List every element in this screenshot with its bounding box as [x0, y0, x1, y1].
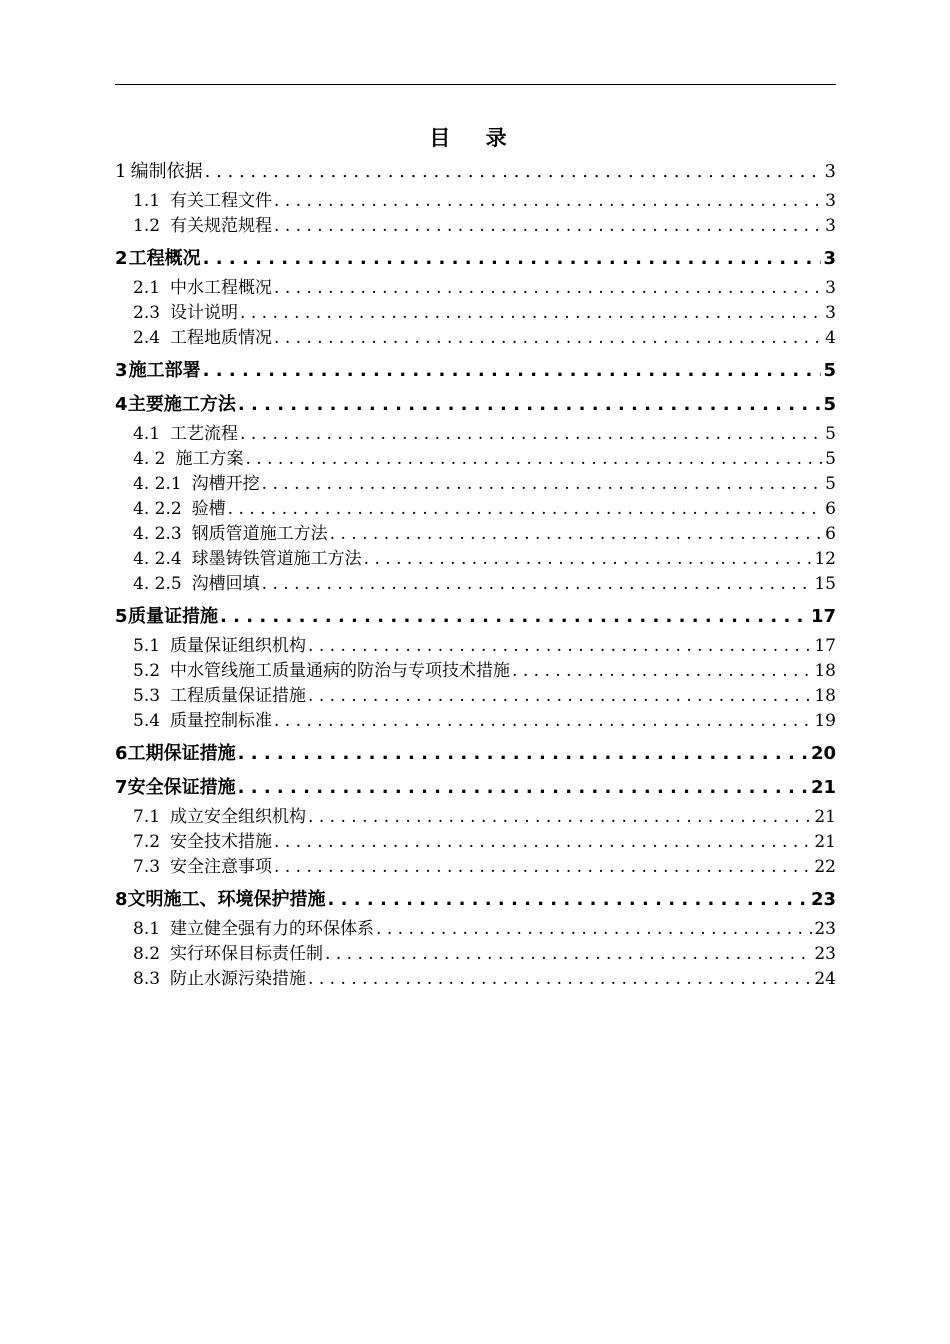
toc-entry-label: 施工方案 [175, 449, 244, 469]
toc-entry-page: 20 [810, 743, 836, 764]
toc-subsection-entry[interactable] [115, 186, 836, 211]
dot-leader [274, 857, 812, 877]
toc-entry-number: 2.3 [133, 303, 161, 323]
toc-entry-label: 有关规范规程 [170, 216, 273, 236]
toc-subsection-entry[interactable] [115, 964, 836, 989]
dot-leader [274, 711, 812, 731]
toc-entry-page: 17 [810, 606, 836, 627]
toc-entry-page: 6 [825, 499, 836, 519]
toc-entry-label: 工程质量保证措施 [170, 686, 307, 706]
toc-entry-number: 3 [115, 360, 128, 381]
toc-entry-label: 钢质管道施工方法 [191, 524, 328, 544]
toc-entry-page: 5 [825, 474, 836, 494]
toc-entry-page: 23 [814, 944, 836, 964]
toc-entry-page: 3 [824, 161, 836, 182]
toc-entry-page: 3 [825, 191, 836, 211]
toc-subsection-entry[interactable] [115, 656, 836, 681]
dot-leader [308, 807, 812, 827]
toc-entry-number: 1.2 [133, 216, 161, 236]
toc-entry-number: 5.3 [133, 686, 161, 706]
toc-entry-page: 5 [823, 360, 836, 381]
toc-entry-page: 17 [814, 636, 836, 656]
toc-entry-number: 4. 2.2 [133, 499, 182, 519]
toc-entry-label: 中水管线施工质量通病的防治与专项技术措施 [170, 661, 511, 681]
toc-entry-number: 7.2 [133, 832, 161, 852]
toc-section-entry[interactable] [115, 356, 836, 382]
toc-subsection-entry[interactable] [115, 914, 836, 939]
toc-entry-number: 4.1 [133, 424, 161, 444]
dot-leader [240, 424, 823, 444]
toc-section-entry[interactable] [115, 157, 836, 183]
toc-entry-page: 3 [825, 216, 836, 236]
dot-leader [203, 360, 822, 381]
toc-entry-label: 中水工程概况 [170, 278, 273, 298]
toc-entry-page: 18 [814, 686, 836, 706]
dot-leader [262, 474, 824, 494]
toc-entry-page: 3 [825, 278, 836, 298]
toc-entry-page: 19 [814, 711, 836, 731]
toc-subsection-entry[interactable] [115, 323, 836, 348]
toc-section-entry[interactable] [115, 602, 836, 628]
toc-entry-number: 4. 2.5 [133, 574, 182, 594]
dot-leader [325, 944, 812, 964]
dot-leader [228, 499, 824, 519]
toc-section-entry[interactable] [115, 773, 836, 799]
toc-section-entry[interactable] [115, 390, 836, 416]
toc-section-entry[interactable] [115, 885, 836, 911]
dot-leader [274, 832, 812, 852]
toc-entry-page: 4 [825, 328, 836, 348]
toc-entry-page: 15 [814, 574, 836, 594]
toc-entry-label: 成立安全组织机构 [170, 807, 307, 827]
toc-subsection-entry[interactable] [115, 939, 836, 964]
dot-leader [238, 743, 809, 764]
toc-entry-page: 24 [814, 969, 836, 989]
toc-entry-label: 编制依据 [130, 161, 203, 182]
toc-entry-label: 施工部署 [128, 360, 201, 381]
toc-entry-page: 21 [814, 807, 836, 827]
toc-entry-page: 5 [825, 449, 836, 469]
toc-entry-number: 7.1 [133, 807, 161, 827]
toc-entry-number: 2.1 [133, 278, 161, 298]
toc-subsection-entry[interactable] [115, 469, 836, 494]
toc-subsection-entry[interactable] [115, 298, 836, 323]
toc-entry-page: 21 [814, 832, 836, 852]
toc-entry-number: 6 [115, 743, 128, 764]
toc-entry-page: 23 [814, 919, 836, 939]
toc-entry-label: 工艺流程 [170, 424, 239, 444]
dot-leader [308, 686, 812, 706]
toc-section-entry[interactable] [115, 739, 836, 765]
toc-entry-number: 8 [115, 889, 128, 910]
toc-entry-number: 5.2 [133, 661, 161, 681]
toc-entry-number: 4. 2.4 [133, 549, 182, 569]
toc-subsection-entry[interactable] [115, 273, 836, 298]
toc-entry-label: 验槽 [191, 499, 226, 519]
dot-leader [240, 303, 823, 323]
toc-entry-page: 12 [814, 549, 836, 569]
toc-entry-number: 5.4 [133, 711, 161, 731]
toc-subsection-entry[interactable] [115, 802, 836, 827]
dot-leader [308, 969, 812, 989]
toc-entry-page: 18 [814, 661, 836, 681]
toc-entry-number: 4 [115, 394, 128, 415]
toc-entry-page: 6 [825, 524, 836, 544]
toc-entry-number: 8.1 [133, 919, 161, 939]
dot-leader [245, 449, 823, 469]
toc-entry-page: 5 [823, 394, 836, 415]
header-rule [115, 84, 836, 85]
toc-entry-label: 质量控制标准 [170, 711, 273, 731]
toc-entry-label: 工程概况 [128, 248, 201, 269]
dot-leader [238, 777, 809, 798]
dot-leader [205, 161, 823, 182]
dot-leader [274, 216, 823, 236]
dot-leader [274, 191, 823, 211]
toc-subsection-entry[interactable] [115, 631, 836, 656]
toc-entry-label: 文明施工、环境保护措施 [127, 889, 326, 910]
toc-entry-number: 2.4 [133, 328, 161, 348]
dot-leader [274, 278, 823, 298]
dot-leader [274, 328, 823, 348]
dot-leader [203, 248, 822, 269]
toc-entry-label: 防止水源污染措施 [170, 969, 307, 989]
toc-entry-label: 质量保证组织机构 [170, 636, 307, 656]
toc-entry-label: 安全注意事项 [170, 857, 273, 877]
toc-entry-number: 4. 2.3 [133, 524, 182, 544]
toc-entry-number: 1.1 [133, 191, 161, 211]
toc-entry-number: 2 [115, 248, 128, 269]
toc-entry-number: 4. 2 [133, 449, 166, 469]
toc-entry-label: 工程地质情况 [170, 328, 273, 348]
toc-entry-label: 设计说明 [170, 303, 239, 323]
toc-entry-page: 22 [814, 857, 836, 877]
toc-entry-label: 有关工程文件 [170, 191, 273, 211]
dot-leader [238, 394, 822, 415]
toc-subsection-entry[interactable] [115, 544, 836, 569]
toc-entry-label: 质量证措施 [128, 606, 218, 627]
toc-subsection-entry[interactable] [115, 706, 836, 731]
toc-entry-label: 沟槽回填 [191, 574, 260, 594]
toc-subsection-entry[interactable] [115, 681, 836, 706]
toc-subsection-entry[interactable] [115, 419, 836, 444]
toc-entry-label: 建立健全强有力的环保体系 [170, 919, 375, 939]
dot-leader [364, 549, 813, 569]
toc-title: 目 录 [429, 125, 521, 150]
dot-leader [220, 606, 809, 627]
toc-entry-number: 1 [115, 161, 127, 182]
toc-entry-number: 8.3 [133, 969, 161, 989]
toc-entry-label: 安全技术措施 [170, 832, 273, 852]
toc-entry-page: 3 [823, 248, 836, 269]
toc-entry-page: 23 [810, 889, 836, 910]
toc-subsection-entry[interactable] [115, 211, 836, 236]
toc-entry-page: 5 [825, 424, 836, 444]
toc-entry-number: 4. 2.1 [133, 474, 182, 494]
dot-leader [376, 919, 812, 939]
dot-leader [512, 661, 812, 681]
toc-entry-label: 球墨铸铁管道施工方法 [191, 549, 362, 569]
toc-entry-page: 21 [810, 777, 836, 798]
toc-entry-number: 5 [115, 606, 128, 627]
toc-subsection-entry[interactable] [115, 569, 836, 594]
table-of-contents [115, 157, 836, 989]
toc-entry-number: 5.1 [133, 636, 161, 656]
toc-subsection-entry[interactable] [115, 519, 836, 544]
toc-subsection-entry[interactable] [115, 494, 836, 519]
toc-entry-number: 7.3 [133, 857, 161, 877]
toc-entry-number: 7 [115, 777, 128, 798]
toc-entry-label: 工期保证措施 [127, 743, 236, 764]
toc-entry-label: 沟槽开挖 [191, 474, 260, 494]
dot-leader [328, 889, 809, 910]
toc-entry-number: 8.2 [133, 944, 161, 964]
toc-section-entry[interactable] [115, 244, 836, 270]
toc-entry-label: 安全保证措施 [127, 777, 236, 798]
dot-leader [308, 636, 812, 656]
dot-leader [330, 524, 824, 544]
toc-entry-page: 3 [825, 303, 836, 323]
toc-subsection-entry[interactable] [115, 827, 836, 852]
toc-subsection-entry[interactable] [115, 852, 836, 877]
toc-subsection-entry[interactable] [115, 444, 836, 469]
toc-entry-label: 实行环保目标责任制 [170, 944, 324, 964]
toc-entry-label: 主要施工方法 [127, 394, 236, 415]
dot-leader [262, 574, 813, 594]
